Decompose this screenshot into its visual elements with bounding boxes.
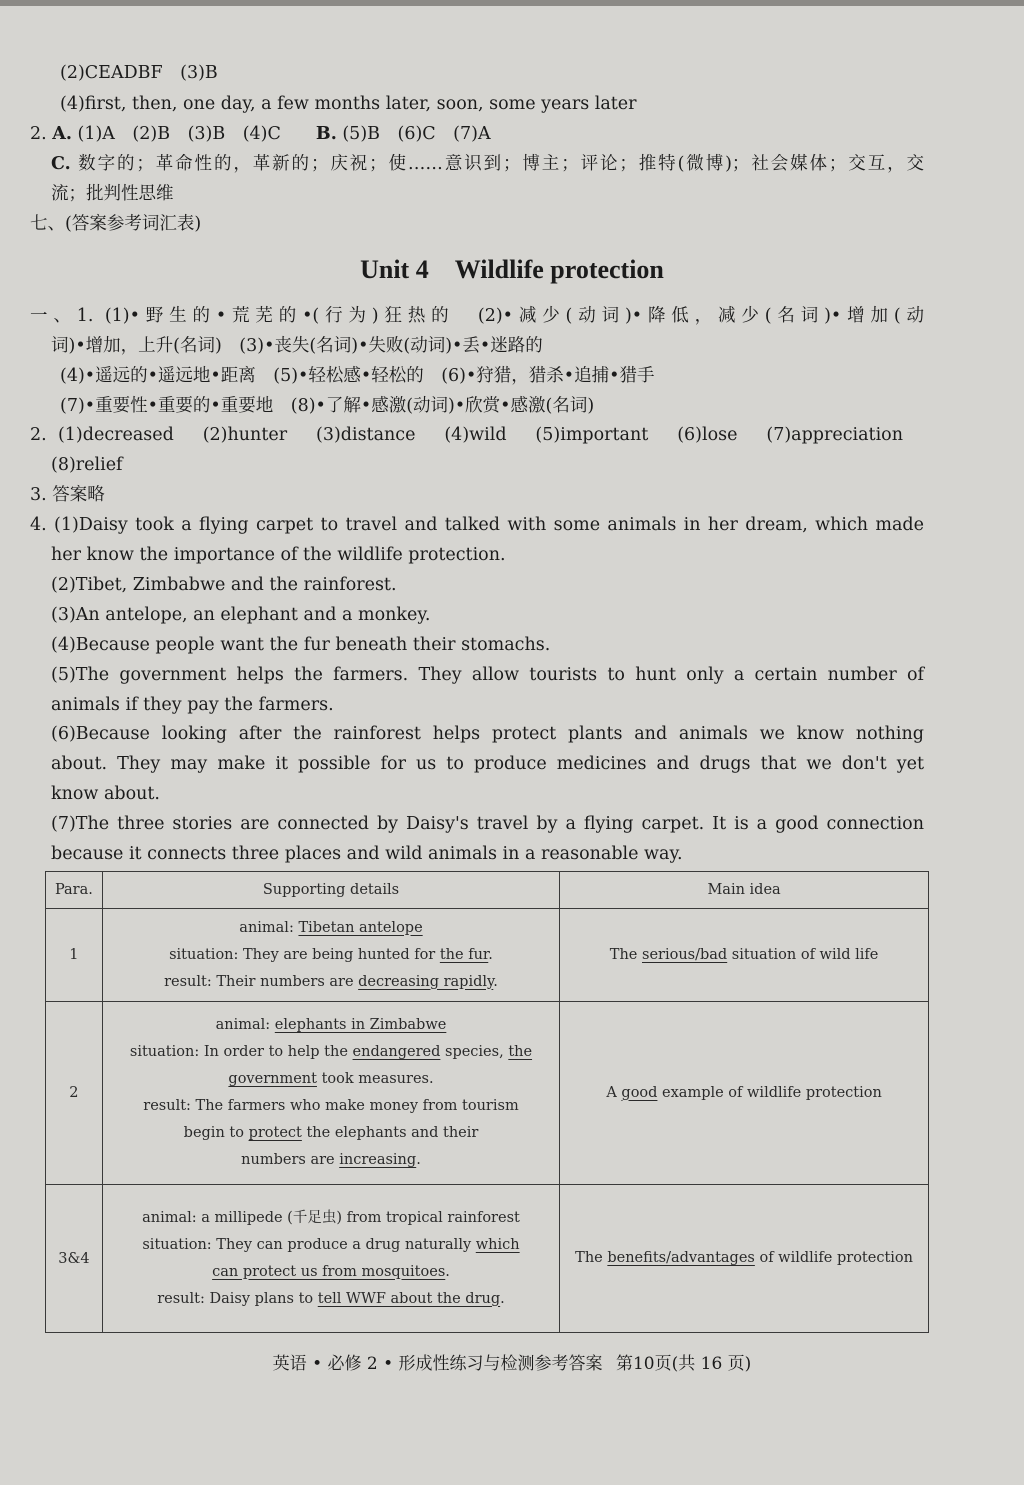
q1-line: (7)•重要性•重要的•重要地 (8)•了解•感激(动词)•欣赏•感激(名词): [60, 396, 595, 416]
scan-edge: [0, 0, 1024, 6]
footer-book-title: 英语 • 必修 2 • 形成性练习与检测参考答案: [272, 1354, 603, 1374]
q4-line: (3)An antelope, an elephant and a monkey.: [51, 605, 431, 625]
prev-answer-line: (4)first, then, one day, a few months later, soon, some years later: [60, 94, 637, 114]
q4-line: (5)The government helps the farmers. They allow tourists to hunt only a certain number of: [51, 665, 924, 685]
prev-answer-line: 流；批判性思维: [51, 184, 174, 204]
prev-answer-line: 2. A. (1)A (2)B (3)B (4)C B. (5)B (6)C (7)A: [30, 124, 491, 144]
prev-answer-line: (2)CEADBF (3)B: [60, 63, 218, 83]
q4-line: about. They may make it possible for us to produce medicines and drugs that we don't yet: [51, 754, 924, 774]
q1-line: 词)•增加，上升(名词) (3)•丧失(名词)•失败(动词)•丢•迷路的: [51, 336, 543, 356]
q4-line: because it connects three places and wild animals in a reasonable way.: [51, 844, 683, 864]
para-cell: 1: [46, 909, 103, 1002]
page-footer: [0, 1352, 1024, 1376]
summary-table: [45, 871, 929, 1333]
table-row: [46, 1002, 929, 1185]
main-idea-cell: The serious/bad situation of wild life: [560, 909, 929, 1002]
unit-title: Unit 4 Wildlife protection: [360, 255, 664, 284]
details-cell: animal: Tibetan antelope situation: They are being hunted for the fur. result: Their numbers are decreasing rapidly.: [102, 909, 559, 1002]
q4-line: animals if they pay the farmers.: [51, 695, 334, 715]
header-para: Para.: [46, 872, 103, 909]
q2-line: (8)relief: [51, 455, 123, 475]
details-cell: animal: elephants in Zimbabwe situation: In order to help the endangered species, the government took measures. result: The farmers who make money from tourism begin to protect the elephants and their numbers are increasing.: [102, 1002, 559, 1185]
q4-line: 4. (1)Daisy took a flying carpet to travel and talked with some animals in her dream, which made: [30, 515, 924, 535]
q1-line: 一、1. (1)•野生的•荒芜的•(行为)狂热的 (2)•减少(动词)•降低，减少(名词)•增加(动: [30, 306, 924, 326]
para-cell: 3&4: [46, 1185, 103, 1333]
table-row: [46, 909, 929, 1002]
table-header-row: [46, 872, 929, 909]
q4-line: (6)Because looking after the rainforest helps protect plants and animals we know nothing: [51, 724, 924, 744]
prev-answer-line: 七、(答案参考词汇表): [30, 214, 202, 234]
header-main-idea: Main idea: [560, 872, 929, 909]
prev-answer-line: C. 数字的；革命性的，革新的；庆祝；使……意识到；博主；评论；推特(微博)；社会媒体；交互，交: [51, 154, 924, 174]
para-cell: 2: [46, 1002, 103, 1185]
footer-page-number: 第10页(共 16 页): [615, 1354, 752, 1374]
q1-line: (4)•遥远的•遥远地•距离 (5)•轻松感•轻松的 (6)•狩猎，猎杀•追捕•猎手: [60, 366, 655, 386]
q4-line: (4)Because people want the fur beneath their stomachs.: [51, 635, 551, 655]
q2-line: 2. (1)decreased (2)hunter (3)distance (4)wild (5)important (6)lose (7)appreciation: [30, 425, 903, 445]
q4-line: her know the importance of the wildlife protection.: [51, 545, 506, 565]
table-row: [46, 1185, 929, 1333]
q4-line: (2)Tibet, Zimbabwe and the rainforest.: [51, 575, 397, 595]
details-cell: animal: a millipede (千足虫) from tropical rainforest situation: They can produce a drug naturally which can protect us from mosquitoes. result: Daisy plans to tell WWF about the drug.: [102, 1185, 559, 1333]
header-supporting-details: Supporting details: [102, 872, 559, 909]
main-idea-cell: A good example of wildlife protection: [560, 1002, 929, 1185]
q3-line: 3. 答案略: [30, 485, 105, 505]
q4-line: know about.: [51, 784, 160, 804]
main-idea-cell: The benefits/advantages of wildlife protection: [560, 1185, 929, 1333]
q4-line: (7)The three stories are connected by Daisy's travel by a flying carpet. It is a good connection: [51, 814, 924, 834]
